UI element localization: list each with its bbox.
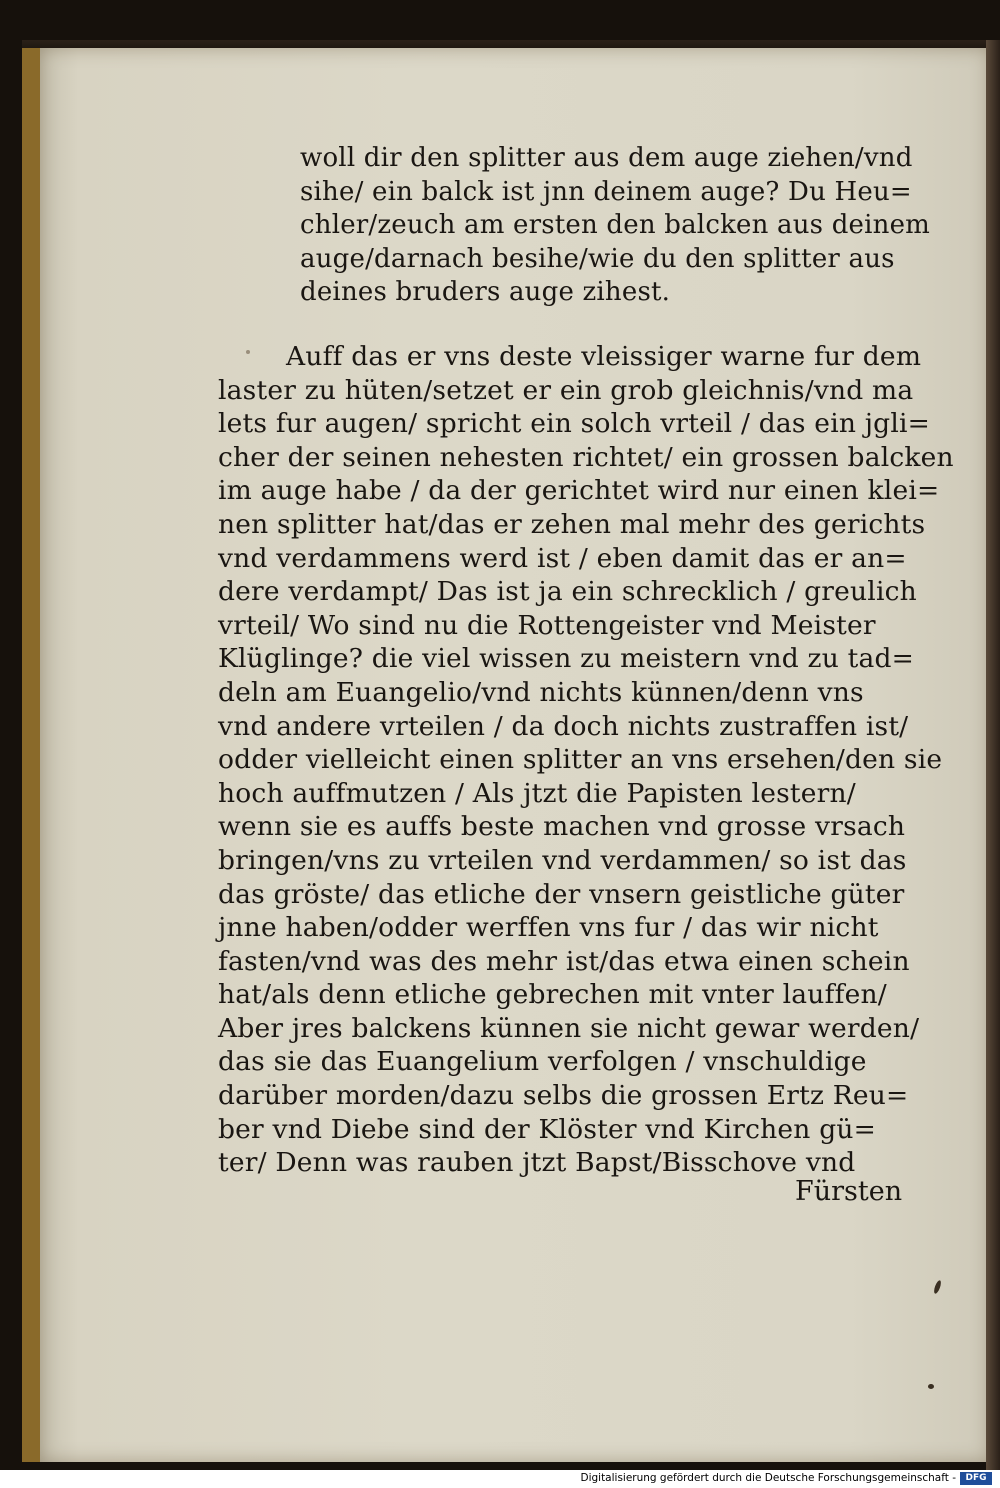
footer-bar (0, 1470, 1000, 1488)
text-line: ber vnd Diebe sind der Klöster vnd Kirchen gü= (218, 1113, 877, 1145)
paragraph-1 (300, 142, 930, 310)
text-line: woll dir den splitter aus dem auge ziehen/vnd (300, 143, 913, 173)
text-line: das gröste/ das etliche der vnsern geistliche güter (218, 878, 905, 910)
text-line: odder vielleicht einen splitter an vns ersehen/den sie (218, 744, 943, 776)
text-line: auge/darnach besihe/wie du den splitter aus (300, 243, 895, 274)
text-line: hoch auffmutzen / Als jtzt die Papisten lestern/ (218, 777, 856, 809)
text-line: bringen/vns zu vrteilen vnd verdammen/ so ist das (218, 844, 907, 876)
paragraph-2 (218, 340, 954, 1180)
text-line: Aber jres balckens künnen sie nicht gewar werden/ (218, 1012, 920, 1044)
funding-notice: Digitalisierung gefördert durch die Deutsche Forschungsgemeinschaft - (580, 1472, 956, 1484)
book-right-edge (986, 40, 1000, 1470)
text-line: hat/als denn etliche gebrechen mit vnter lauffen/ (218, 979, 887, 1011)
text-line: vnd andere vrteilen / da doch nichts zustraffen ist/ (218, 710, 909, 742)
text-line: wenn sie es auffs beste machen vnd grosse vrsach (218, 811, 906, 843)
text-line: jnne haben/odder werffen vns fur / das wir nicht (218, 912, 879, 944)
text-line: darüber morden/dazu selbs die grossen Ertz Reu= (218, 1080, 909, 1112)
text-line: nen splitter hat/das er zehen mal mehr des gerichts (218, 508, 926, 540)
catchword: Fürsten (795, 1176, 903, 1207)
text-line: Auff das er vns deste vleissiger warne fur dem (286, 341, 922, 372)
text-line: ter/ Denn was rauben jtzt Bapst/Bisschove vnd (218, 1147, 856, 1179)
text-line: dere verdampt/ Das ist ja ein schrecklich / greulich (218, 576, 917, 608)
dfg-logo: DFG (960, 1472, 992, 1485)
text-line: chler/zeuch am ersten den balcken aus deinem (300, 210, 931, 241)
text-line: im auge habe / da der gerichtet wird nur einen klei= (218, 475, 940, 507)
text-line: das sie das Euangelium verfolgen / vnschuldige (218, 1046, 867, 1078)
text-line: lets fur augen/ spricht ein solch vrteil / das ein jgli= (218, 408, 931, 440)
text-line: deln am Euangelio/vnd nichts künnen/denn vns (218, 676, 864, 708)
paper-speck (928, 1384, 934, 1389)
text-line: vnd verdammens werd ist / eben damit das er an= (218, 542, 907, 574)
text-line: sihe/ ein balck ist jnn deinem auge? Du Heu= (300, 176, 912, 207)
text-line: Klüglinge? die viel wissen zu meistern vnd zu tad= (218, 643, 915, 675)
text-line: vrteil/ Wo sind nu die Rottengeister vnd Meister (218, 609, 876, 641)
text-line: laster zu hüten/setzet er ein grob gleichnis/vnd ma (218, 374, 914, 406)
text-line: fasten/vnd was des mehr ist/das etwa einen schein (218, 945, 910, 977)
text-line: deines bruders auge zihest. (300, 277, 671, 308)
text-line: cher der seinen nehesten richtet/ ein grossen balcken (218, 441, 954, 473)
paper-speck (246, 350, 250, 354)
